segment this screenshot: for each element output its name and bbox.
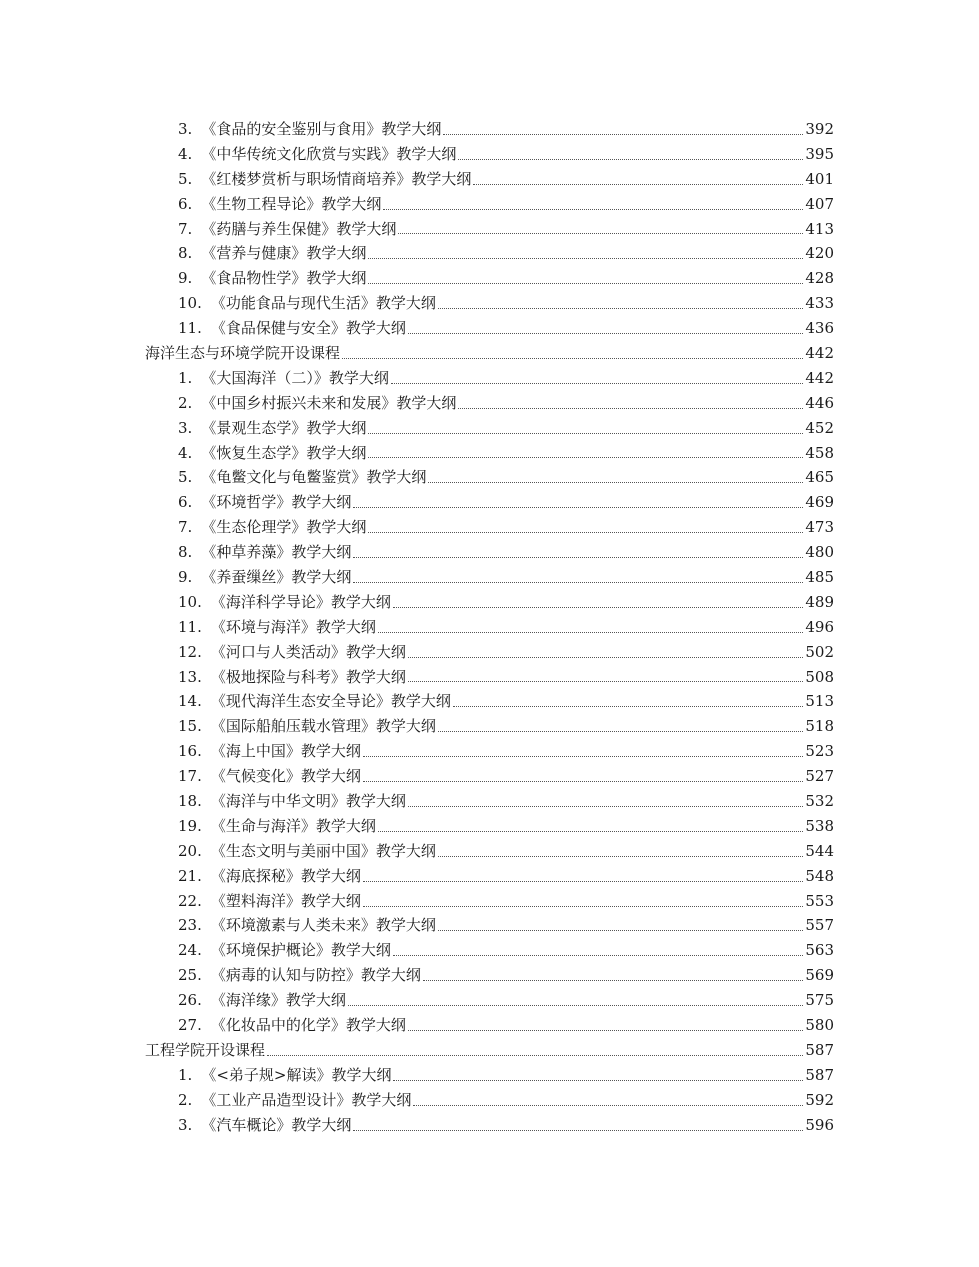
toc-page-number: 452 [805,418,834,437]
toc-entry[interactable] [0,988,979,1013]
toc-entry-number: 8. [178,543,193,562]
dot-leader [393,1079,803,1081]
toc-entry[interactable] [0,142,979,167]
toc-entry[interactable] [0,366,979,391]
toc-entry[interactable] [0,914,979,939]
toc-entry-number: 20. [178,841,202,860]
dot-leader [391,382,804,384]
toc-page-number: 532 [805,791,834,810]
toc-entry[interactable] [0,864,979,889]
toc-page-number: 544 [805,841,834,860]
toc-entry-text [178,443,367,462]
toc-entry[interactable] [0,490,979,515]
toc-entry-title: 《生态文明与美丽中国》教学大纲 [210,841,436,860]
dot-leader [443,133,803,135]
toc-entry-text [178,968,421,983]
toc-entry-text [178,271,366,286]
toc-page-number: 592 [805,1090,834,1109]
dot-leader [378,631,803,633]
toc-entry-text [178,891,361,910]
dot-leader [408,805,803,807]
toc-entry-title: 《现代海洋生态安全导论》教学大纲 [210,692,451,711]
toc-page-number: 469 [805,493,834,512]
toc-entry-title: 《气候变化》教学大纲 [210,767,361,786]
toc-entry-text [178,194,382,213]
dot-leader [408,1029,803,1031]
toc-entry-text [178,841,436,860]
toc-entry-number: 26. [178,991,202,1010]
toc-entry[interactable] [0,764,979,789]
toc-entry[interactable] [0,167,979,192]
toc-entry-text [178,246,366,261]
toc-entry[interactable] [0,441,979,466]
toc-page-number: 523 [805,742,834,761]
toc-entry-number: 16. [178,742,202,761]
toc-entry-number: 27. [178,1016,202,1034]
toc-page-number: 502 [805,642,834,661]
toc-entry-text [178,617,376,636]
dot-leader [453,705,803,707]
toc-entry-number: 11. [178,617,202,636]
toc-page-number: 442 [805,368,834,387]
toc-entry-text [178,918,436,933]
toc-entry[interactable] [0,117,979,142]
toc-page-number: 485 [805,567,834,586]
toc-entry-text [145,343,341,362]
toc-page-number: 392 [805,119,834,138]
toc-entry-number: 14. [178,692,202,711]
toc-entry[interactable] [0,789,979,814]
toc-entry[interactable] [0,839,979,864]
toc-entry-title: 《病毒的认知与防控》教学大纲 [210,966,421,985]
toc-entry-number: 23. [178,916,202,935]
toc-entry-number: 8. [178,244,193,263]
toc-page-number: 442 [805,343,834,362]
toc-entry-title: 《功能食品与现代生活》教学大纲 [210,294,436,313]
toc-page-number: 596 [805,1115,834,1134]
toc-page-number: 587 [805,1040,834,1059]
toc-entry-number: 5. [178,468,193,487]
toc-entry-number: 4. [178,443,193,462]
toc-entry-text [178,567,352,586]
toc-page-number: 569 [805,966,834,985]
toc-page-number: 575 [805,991,834,1010]
toc-entry-text [178,219,397,238]
dot-leader [368,432,803,434]
toc-entry-text [178,791,406,810]
toc-page-number: 538 [805,816,834,835]
toc-entry-title: 《环境与海洋》教学大纲 [210,617,376,636]
toc-entry-text [178,520,366,535]
toc-page-number: 480 [805,543,834,562]
toc-entry-title: 《大国海洋（二）》教学大纲 [201,368,389,387]
dot-leader [378,830,803,832]
toc-page-number: 436 [805,319,834,338]
dot-leader [428,481,803,483]
dot-leader [393,954,803,956]
toc-entry-text [178,642,406,661]
toc-section-heading[interactable] [0,1038,979,1063]
toc-entry-text [178,694,451,709]
toc-entry-text [178,119,442,138]
toc-page-number: 527 [805,767,834,786]
toc-page-number: 580 [805,1016,834,1034]
dot-leader [398,232,803,234]
toc-page-number: 446 [805,393,834,412]
toc-entry[interactable] [0,1013,979,1038]
toc-entry-text [145,1040,266,1059]
toc-entry-title: 《种草养藻》教学大纲 [201,543,352,562]
toc-entry-text [178,744,361,759]
toc-entry[interactable] [0,241,979,266]
toc-entry[interactable] [0,590,979,615]
toc-page-number: 395 [805,144,834,163]
toc-entry-number: 2. [178,393,193,412]
dot-leader [458,407,803,409]
toc-page-number: 413 [805,219,834,238]
toc-entry[interactable] [0,416,979,441]
dot-leader [363,755,803,757]
dot-leader [363,780,803,782]
toc-entry-number: 9. [178,269,193,288]
toc-entry-number: 1. [178,1065,193,1084]
toc-entry-title: 《国际船舶压载水管理》教学大纲 [210,717,436,736]
toc-entry[interactable] [0,1088,979,1113]
toc-entry[interactable] [0,889,979,914]
toc-entry-title: 《河口与人类活动》教学大纲 [210,642,406,661]
toc-entry-number: 10. [178,592,202,611]
toc-entry-title: 《海洋与中华文明》教学大纲 [210,791,406,810]
toc-entry-title: 《生物工程导论》教学大纲 [201,194,382,213]
toc-entry-title: 《极地探险与科考》教学大纲 [210,667,406,686]
toc-entry[interactable] [0,266,979,291]
toc-entry-text [178,545,351,560]
dot-leader [353,556,803,558]
dot-leader [408,680,803,682]
toc-entry-text [178,368,389,387]
toc-entry-title: 《工业产品造型设计》教学大纲 [201,1090,412,1109]
toc-page-number: 513 [805,692,834,711]
dot-leader [408,332,803,334]
toc-page-number: 557 [805,916,834,935]
toc-entry-title: 《环境激素与人类未来》教学大纲 [210,916,436,935]
toc-entry-title: 《食品物性学》教学大纲 [201,269,367,288]
toc-entry-text [178,169,472,188]
toc-entry[interactable] [0,1063,979,1088]
toc-entry-title: 《中华传统文化欣赏与实践》教学大纲 [201,144,457,163]
toc-entry-number: 11. [178,319,202,338]
dot-leader [353,1129,803,1131]
dot-leader [353,506,803,508]
toc-entry-title: 《环境哲学》教学大纲 [201,493,352,512]
toc-entry-number: 6. [178,493,193,512]
dot-leader [393,606,803,608]
toc-entry-number: 12. [178,642,202,661]
toc-entry-title: 《龟鳖文化与龟鳖鉴赏》教学大纲 [201,468,427,487]
toc-entry-title: 《化妆品中的化学》教学大纲 [210,1016,406,1034]
toc-entry[interactable] [0,217,979,242]
dot-leader [438,855,803,857]
toc-entry-title: 《食品的安全鉴别与食用》教学大纲 [201,119,442,138]
toc-entry-number: 3. [178,418,193,437]
toc-entry-number: 6. [178,194,193,213]
toc-page-number: 548 [805,866,834,885]
toc-entry[interactable] [0,640,979,665]
toc-entry-text [178,393,457,412]
toc-entry-number: 17. [178,767,202,786]
toc-entry[interactable] [0,565,979,590]
toc-entry-title: 《营养与健康》教学大纲 [201,244,367,263]
toc-page-number: 518 [805,717,834,736]
toc-entry-text [178,1018,406,1033]
dot-leader [368,257,803,259]
dot-leader [438,730,803,732]
toc-entry[interactable] [0,515,979,540]
dot-leader [368,282,803,284]
toc-entry-number: 4. [178,144,193,163]
toc-entry-title: 《养蚕缫丝》教学大纲 [201,567,352,586]
toc-entry-title: 《海上中国》教学大纲 [210,742,361,761]
toc-entry-text [178,1065,392,1084]
toc-page-number: 563 [805,941,834,960]
toc-entry[interactable] [0,739,979,764]
toc-entry-number: 7. [178,518,193,537]
dot-leader [342,357,803,359]
toc-page-number: 496 [805,617,834,636]
toc-entry-title: 《海底探秘》教学大纲 [210,866,361,885]
toc-page-number: 458 [805,443,834,462]
toc-page-number: 489 [805,592,834,611]
toc-entry[interactable] [0,465,979,490]
toc-entry[interactable] [0,316,979,341]
toc-page-number: 465 [805,468,834,487]
dot-leader [408,656,803,658]
toc-page-number: 508 [805,667,834,686]
dot-leader [458,158,803,160]
toc-page-number: 587 [805,1065,834,1084]
toc-entry-text [178,719,436,734]
toc-entry-title: 《景观生态学》教学大纲 [201,418,367,437]
toc-entry-title: 《生命与海洋》教学大纲 [210,816,376,835]
toc-entry-number: 22. [178,891,202,910]
toc-entry-title: 《红楼梦赏析与职场情商培养》教学大纲 [201,169,472,188]
toc-entry-number: 18. [178,791,202,810]
table-of-contents [0,117,979,1138]
toc-entry-text [178,592,391,611]
toc-entry[interactable] [0,938,979,963]
dot-leader [438,307,803,309]
toc-entry-title: 《海洋科学导论》教学大纲 [210,592,391,611]
dot-leader [368,531,803,533]
toc-entry-number: 9. [178,567,193,586]
toc-entry-number: 5. [178,169,193,188]
toc-entry-number: 21. [178,866,202,885]
dot-leader [473,183,803,185]
toc-page-number: 473 [805,518,834,537]
toc-entry[interactable] [0,1113,979,1138]
toc-entry-title: 《<弟子规>解读》教学大纲 [201,1065,392,1084]
toc-page-number: 553 [805,891,834,910]
toc-page-number: 433 [805,294,834,313]
toc-page-number: 401 [805,169,834,188]
dot-leader [363,880,803,882]
toc-entry-text [178,769,361,784]
toc-section-heading[interactable] [0,341,979,366]
toc-entry-number: 15. [178,717,202,736]
toc-entry-text [178,296,436,311]
toc-entry[interactable] [0,291,979,316]
toc-entry[interactable] [0,540,979,565]
toc-entry-text [178,943,391,958]
toc-entry-title: 《汽车概论》教学大纲 [201,1115,352,1134]
toc-entry[interactable] [0,615,979,640]
toc-entry-title: 海洋生态与环境学院开设课程 [145,343,341,362]
dot-leader [368,456,803,458]
toc-entry[interactable] [0,391,979,416]
toc-entry-text [178,816,376,835]
toc-entry-number: 3. [178,119,193,138]
dot-leader [423,979,803,981]
toc-entry-text [178,470,426,485]
toc-entry[interactable] [0,814,979,839]
toc-entry-title: 《食品保健与安全》教学大纲 [210,319,406,338]
toc-entry[interactable] [0,963,979,988]
toc-page-number: 407 [805,194,834,213]
dot-leader [348,1004,803,1006]
toc-entry-number: 1. [178,368,193,387]
toc-entry-title: 《环境保护概论》教学大纲 [210,941,391,960]
toc-entry-text [178,866,361,885]
toc-entry-number: 7. [178,219,193,238]
dot-leader [383,208,803,210]
toc-entry-text [178,1090,412,1109]
toc-entry-title: 《海洋缘》教学大纲 [210,991,346,1010]
toc-entry[interactable] [0,665,979,690]
toc-entry-number: 13. [178,667,202,686]
dot-leader [267,1054,803,1056]
toc-entry-number: 10. [178,294,202,313]
toc-entry-text [178,321,406,336]
toc-page-number: 420 [805,244,834,263]
toc-entry-title: 《中国乡村振兴未来和发展》教学大纲 [201,393,457,412]
toc-entry[interactable] [0,689,979,714]
dot-leader [353,581,803,583]
toc-entry-number: 24. [178,941,202,960]
dot-leader [363,905,803,907]
toc-entry-number: 3. [178,1115,193,1134]
toc-entry-number: 19. [178,816,202,835]
toc-entry-number: 25. [178,966,202,985]
toc-entry-title: 《恢复生态学》教学大纲 [201,443,367,462]
toc-entry-text [178,1115,352,1134]
toc-entry[interactable] [0,192,979,217]
toc-entry[interactable] [0,714,979,739]
dot-leader [438,929,803,931]
toc-entry-number: 2. [178,1090,193,1109]
toc-entry-text [178,144,457,163]
toc-page-number: 428 [805,269,834,288]
toc-entry-title: 工程学院开设课程 [145,1040,266,1059]
toc-entry-text [178,495,351,510]
toc-entry-title: 《生态伦理学》教学大纲 [201,518,367,537]
toc-entry-text [178,418,367,437]
toc-entry-text [178,993,346,1008]
toc-entry-title: 《药膳与养生保健》教学大纲 [201,219,397,238]
toc-entry-text [178,667,406,686]
toc-entry-title: 《塑料海洋》教学大纲 [210,891,361,910]
dot-leader [413,1104,803,1106]
